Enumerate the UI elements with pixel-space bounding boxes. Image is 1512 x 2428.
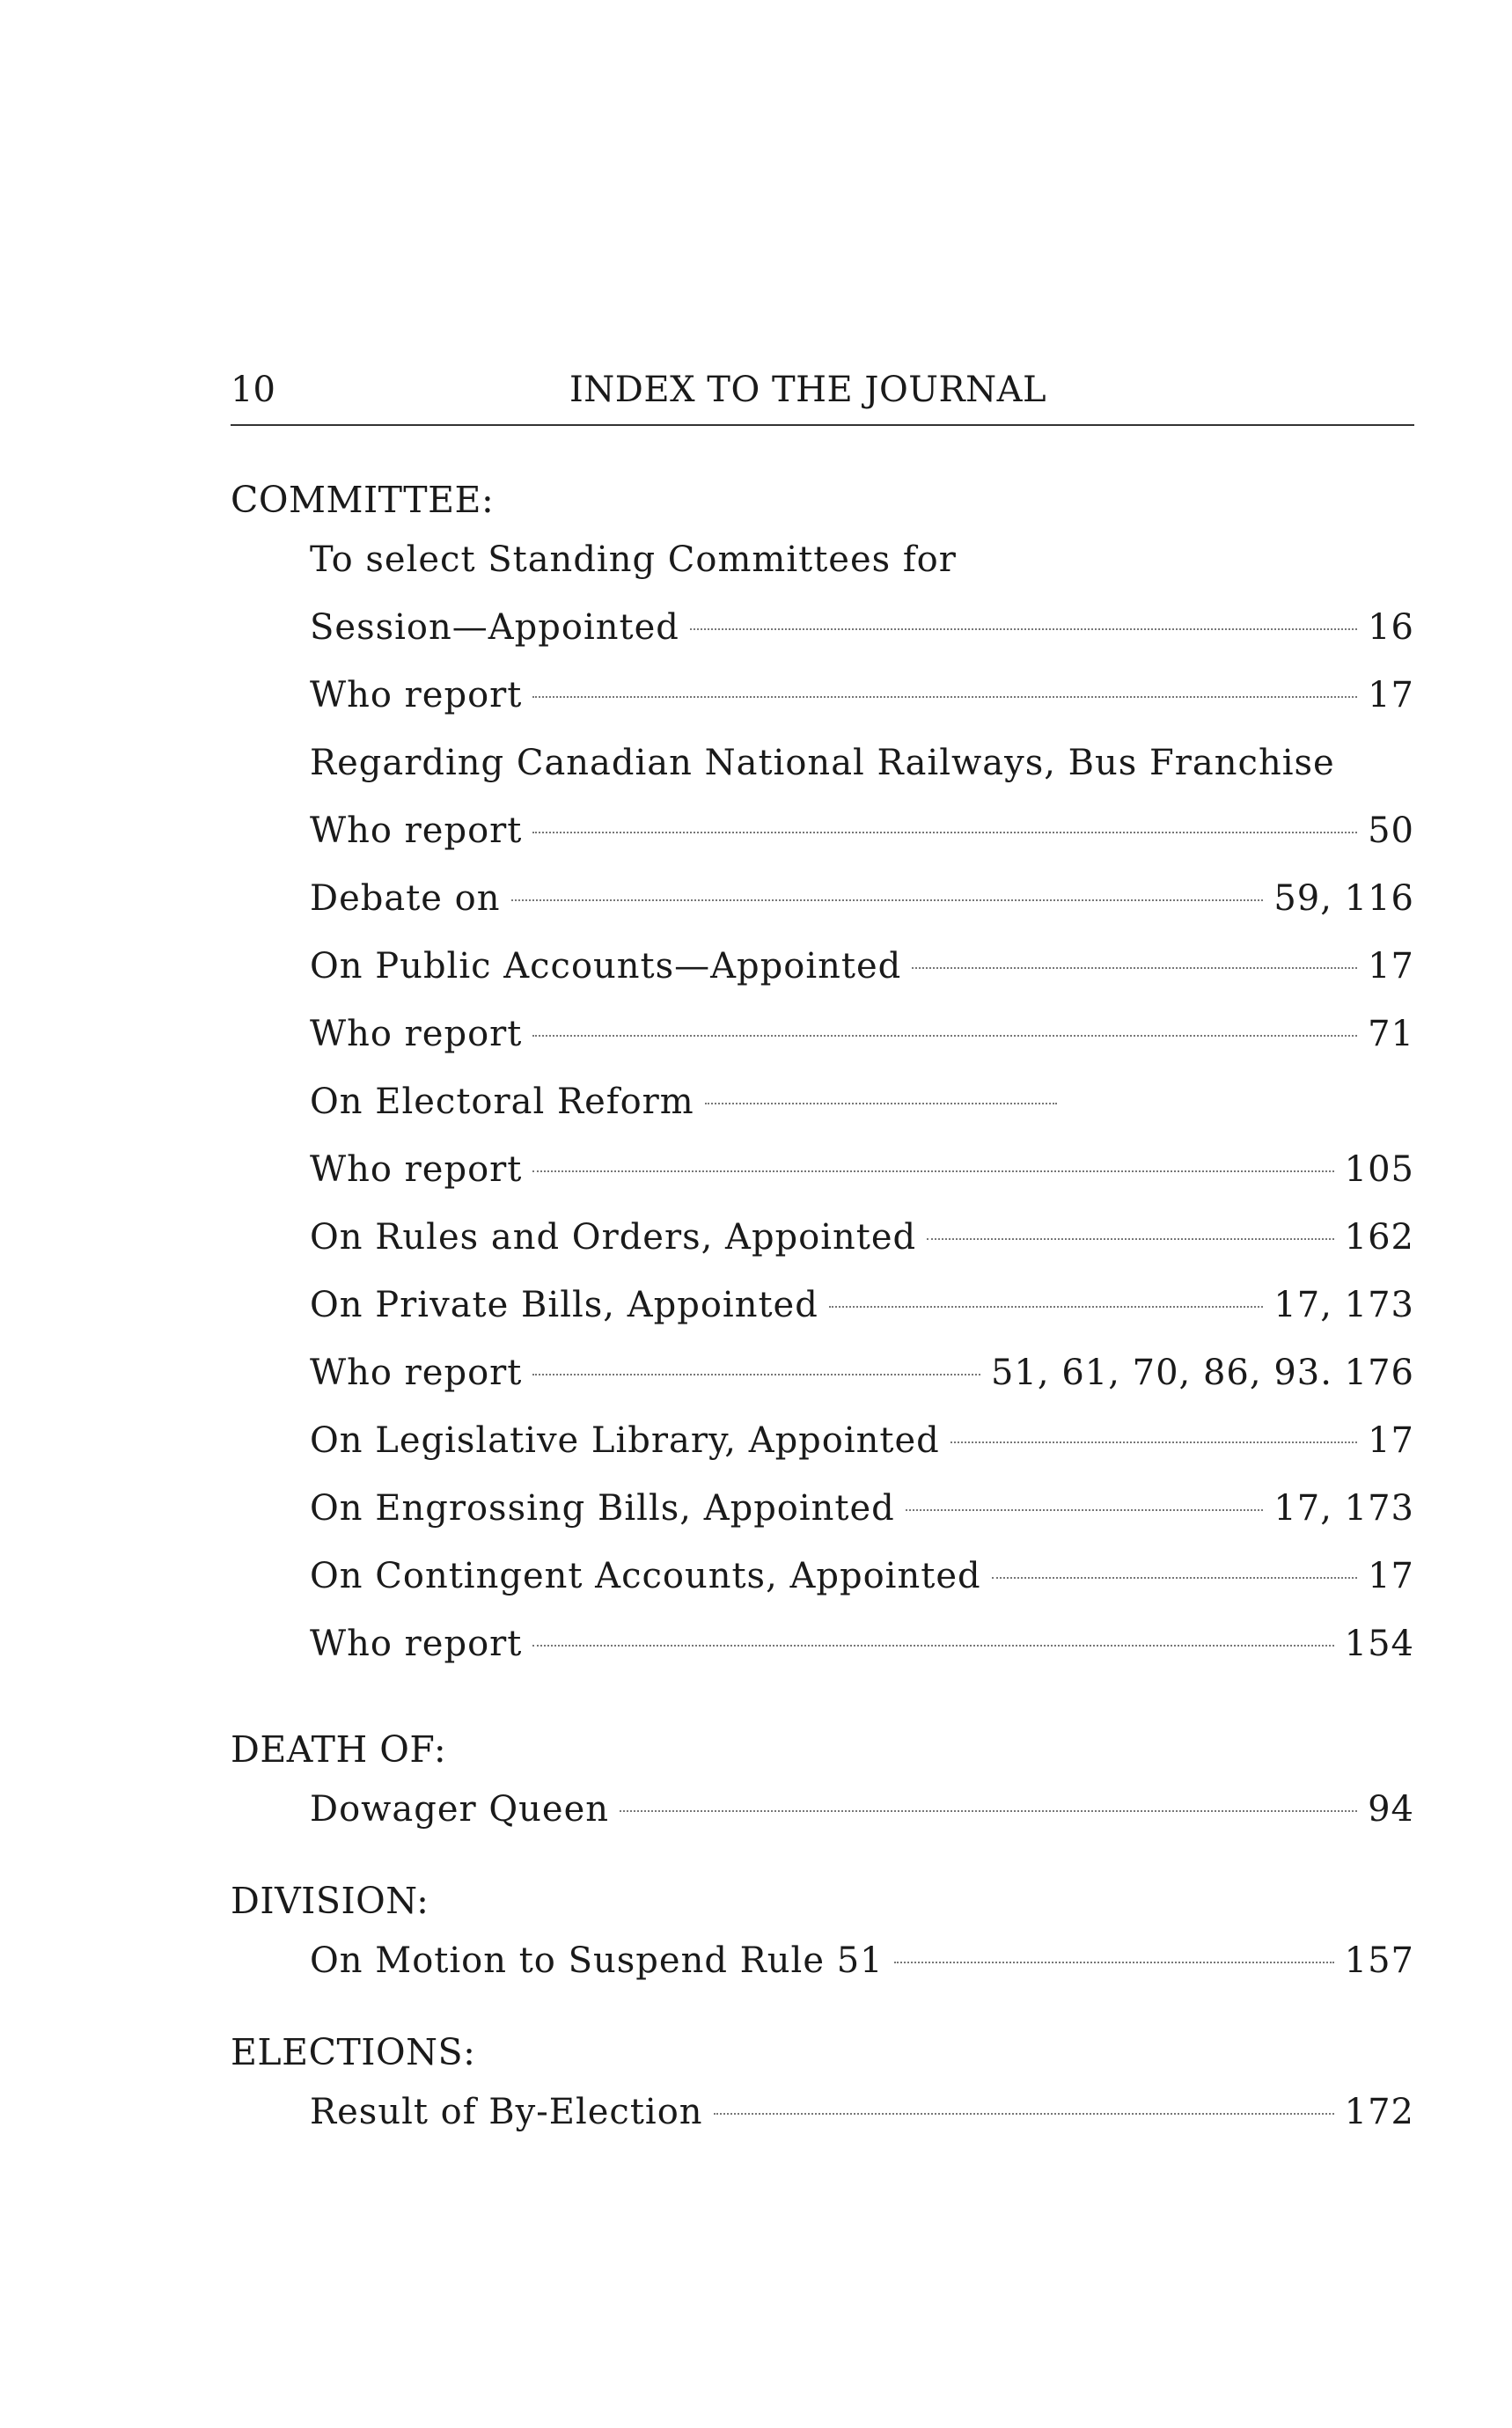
index-entry bbox=[310, 1927, 1414, 1995]
section-heading: DEATH OF: bbox=[231, 1728, 447, 1771]
entry-label: Who report bbox=[310, 1149, 523, 1190]
index-entry bbox=[310, 1407, 1414, 1475]
index-entry bbox=[310, 1068, 1414, 1136]
entry-label: On Rules and Orders, Appointed bbox=[310, 1217, 917, 1258]
entry-label: Dowager Queen bbox=[310, 1789, 610, 1830]
entry-label: On Public Accounts—Appointed bbox=[310, 946, 902, 987]
entry-label: On Motion to Suspend Rule 51 bbox=[310, 1940, 884, 1981]
entry-pages: 94 bbox=[1368, 1789, 1414, 1830]
entry-label: Regarding Canadian National Railways, Bus Franchise bbox=[310, 743, 1335, 783]
entry-pages: 154 bbox=[1344, 1624, 1414, 1664]
dot-leader bbox=[532, 1035, 1357, 1037]
entry-label: Who report bbox=[310, 1353, 523, 1393]
index-entry bbox=[310, 1204, 1414, 1272]
dot-leader bbox=[532, 696, 1357, 698]
entry-label: On Legislative Library, Appointed bbox=[310, 1420, 940, 1461]
page-number: 10 bbox=[231, 370, 275, 410]
entry-pages: 172 bbox=[1344, 2092, 1414, 2132]
index-entry bbox=[310, 933, 1414, 1001]
index-entry bbox=[310, 526, 1414, 594]
section-division bbox=[231, 1874, 1414, 1995]
section-heading: ELECTIONS: bbox=[231, 2031, 476, 2073]
index-entry bbox=[310, 2079, 1414, 2146]
index-entry bbox=[310, 1543, 1414, 1610]
dot-leader bbox=[992, 1577, 1358, 1579]
entry-pages: 157 bbox=[1344, 1940, 1414, 1981]
dot-leader bbox=[532, 1374, 980, 1375]
index-entry bbox=[310, 797, 1414, 865]
index-entry bbox=[310, 1272, 1414, 1339]
running-title: INDEX TO THE JOURNAL bbox=[569, 370, 1047, 410]
entry-label: Who report bbox=[310, 1624, 523, 1664]
index-entry bbox=[310, 594, 1414, 662]
entry-pages: 59, 116 bbox=[1273, 878, 1414, 919]
index-entries bbox=[310, 526, 1414, 1678]
entry-label: On Contingent Accounts, Appointed bbox=[310, 1556, 981, 1596]
entry-pages: 17 bbox=[1368, 1556, 1414, 1596]
dot-leader bbox=[912, 967, 1357, 969]
index-entry bbox=[310, 1136, 1414, 1204]
entry-label: Debate on bbox=[310, 878, 501, 919]
dot-leader bbox=[532, 1645, 1333, 1647]
index-entry bbox=[310, 730, 1414, 797]
dot-leader bbox=[894, 1962, 1334, 1963]
entry-pages: 16 bbox=[1368, 607, 1414, 648]
entry-pages: 51, 61, 70, 86, 93. 176 bbox=[991, 1353, 1414, 1393]
entry-pages: 105 bbox=[1344, 1149, 1414, 1190]
entry-pages: 162 bbox=[1344, 1217, 1414, 1258]
entry-pages: 17 bbox=[1368, 1420, 1414, 1461]
dot-leader bbox=[951, 1441, 1357, 1443]
index-entry bbox=[310, 1475, 1414, 1543]
section-death-of bbox=[231, 1723, 1414, 1844]
entry-label: On Private Bills, Appointed bbox=[310, 1285, 818, 1325]
dot-leader bbox=[532, 1170, 1333, 1172]
dot-leader bbox=[714, 2113, 1334, 2115]
dot-leader bbox=[705, 1103, 1057, 1104]
index-entries bbox=[310, 2079, 1414, 2146]
header-rule bbox=[231, 424, 1414, 426]
index-entry bbox=[310, 865, 1414, 933]
index-entries bbox=[310, 1776, 1414, 1844]
entry-label: Session—Appointed bbox=[310, 607, 679, 648]
entry-pages: 71 bbox=[1368, 1014, 1414, 1054]
dot-leader bbox=[620, 1810, 1357, 1812]
dot-leader bbox=[829, 1306, 1263, 1308]
entry-pages: 17, 173 bbox=[1273, 1285, 1414, 1325]
dot-leader bbox=[927, 1238, 1334, 1240]
entry-label: On Engrossing Bills, Appointed bbox=[310, 1488, 895, 1529]
section-heading: DIVISION: bbox=[231, 1880, 429, 1922]
entry-pages: 17 bbox=[1368, 675, 1414, 715]
index-entry bbox=[310, 1001, 1414, 1068]
dot-leader bbox=[511, 899, 1264, 901]
dot-leader bbox=[690, 628, 1357, 630]
index-entry bbox=[310, 1610, 1414, 1678]
section-elections bbox=[231, 2026, 1414, 2146]
entry-pages: 50 bbox=[1368, 811, 1414, 851]
index-entries bbox=[310, 1927, 1414, 1995]
entry-label: Result of By-Election bbox=[310, 2092, 703, 2132]
index-entry bbox=[310, 662, 1414, 730]
entry-label: Who report bbox=[310, 675, 523, 715]
section-heading: COMMITTEE: bbox=[231, 479, 495, 521]
entry-label: Who report bbox=[310, 1014, 523, 1054]
entry-label: On Electoral Reform bbox=[310, 1082, 694, 1122]
dot-leader bbox=[532, 832, 1357, 833]
entry-label: Who report bbox=[310, 811, 523, 851]
entry-pages: 17, 173 bbox=[1273, 1488, 1414, 1529]
entry-label: To select Standing Committees for bbox=[310, 539, 957, 580]
index-entry bbox=[310, 1776, 1414, 1844]
page-header bbox=[231, 368, 1414, 412]
dot-leader bbox=[906, 1509, 1264, 1511]
entry-pages: 17 bbox=[1368, 946, 1414, 987]
section-committee bbox=[231, 473, 1414, 1678]
index-entry bbox=[310, 1339, 1414, 1407]
